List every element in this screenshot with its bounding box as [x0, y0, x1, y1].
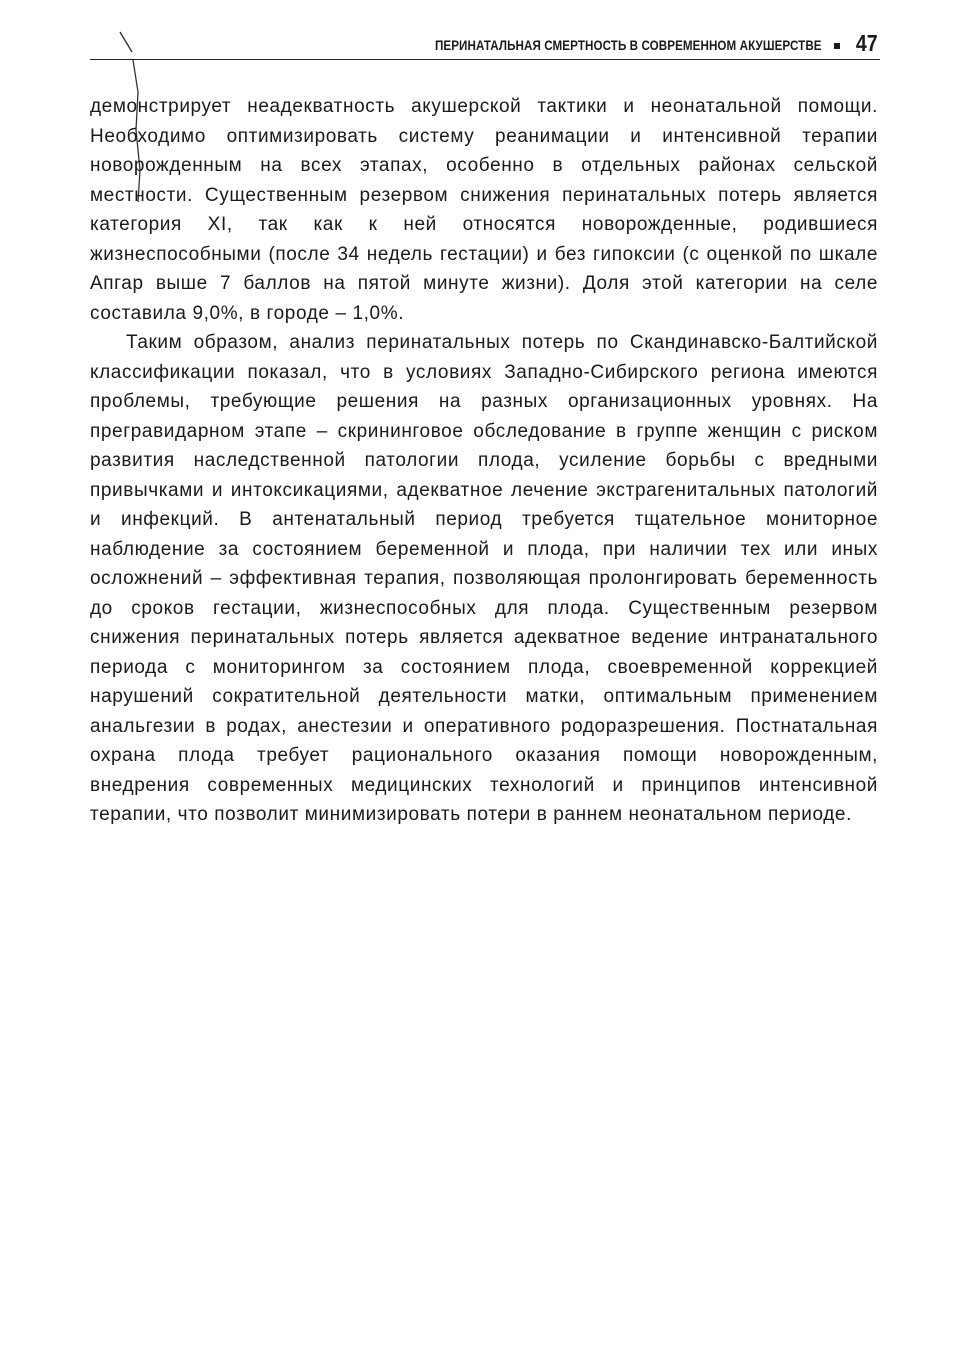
header-bullet-icon	[834, 43, 840, 49]
page-number: 47	[856, 30, 878, 56]
page-header	[90, 30, 880, 60]
running-title: ПЕРИНАТАЛЬНАЯ СМЕРТНОСТЬ В СОВРЕМЕННОМ АКУШЕРСТВЕ	[435, 38, 822, 53]
body-text	[90, 92, 878, 830]
header-rule	[90, 59, 880, 60]
paragraph-continued: демонстрирует неадекватность акушерской тактики и неонатальной помощи. Необходимо оптимизировать систему реанимации и интенсивной терапии новорожденным на всех этапах, особенно в отдельных районах сельской местности. Существенным резервом снижения перинатальных потерь является категория XI, так как к ней относятся новорожденные, родившиеся жизнеспособными (после 34 недель гестации) и без гипоксии (с оценкой по шкале Апгар выше 7 баллов на пятой минуте жизни). Доля этой категории на селе составила 9,0%, в городе – 1,0%.	[90, 96, 878, 324]
paragraph-conclusion: Таким образом, анализ перинатальных потерь по Скандинавско-Балтийской классификации показал, что в условиях Западно-Сибирского региона имеются проблемы, требующие решения на разных организационных уровнях. На прегравидарном этапе – скрининговое обследование в группе женщин с риском развития наследственной патологии плода, усиление борьбы с вредными привычками и интоксикациями, адекватное лечение экстрагенитальных патологий и инфекций. В антенатальный период требуется тщательное мониторное наблюдение за состоянием беременной и плода, при наличии тех или иных осложнений – эффективная терапия, позволяющая пролонгировать беременность до сроков гестации, жизнеспособных для плода. Существенным резервом снижения перинатальных потерь является адекватное ведение интранатального периода с мониторингом за состоянием плода, своевременной коррекцией нарушений сократительной деятельности матки, оптимальным применением анальгезии в родах, анестезии и оперативного родоразрешения. Постнатальная охрана плода требует рационального оказания помощи новорожденным, внедрения современных медицинских технологий и принципов интенсивной терапии, что позволит минимизировать потери в раннем неонатальном периоде.	[90, 332, 878, 825]
